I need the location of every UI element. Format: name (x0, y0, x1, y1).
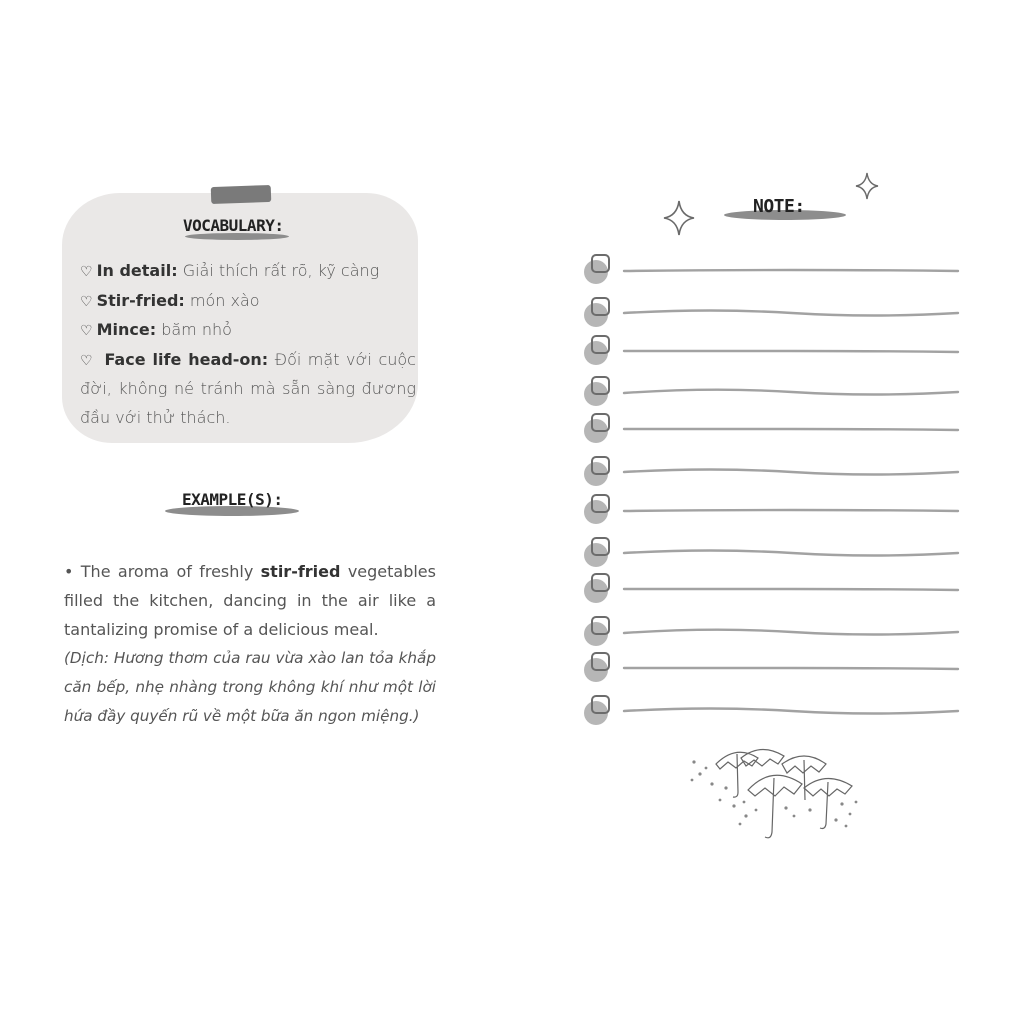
note-row (584, 494, 964, 524)
note-row (584, 537, 964, 567)
note-checkbox[interactable] (591, 616, 610, 635)
note-row (584, 413, 964, 443)
note-checkbox[interactable] (591, 537, 610, 556)
note-row (584, 695, 964, 725)
note-checkbox[interactable] (591, 695, 610, 714)
note-row (584, 616, 964, 646)
vocabulary-item: ♡ Face life head-on: Đối mặt với cuộc đời, không né tránh mà sẵn sàng đương đầu với thử thách. (80, 349, 416, 427)
note-row (584, 254, 964, 284)
note-line[interactable] (622, 502, 960, 518)
sparkle-icon (855, 172, 879, 200)
note-checkbox[interactable] (591, 456, 610, 475)
note-checkbox[interactable] (591, 652, 610, 671)
vocabulary-item: ♡ Stir-fried: món xào (80, 290, 260, 310)
example-block (64, 557, 436, 731)
note-checkbox[interactable] (591, 297, 610, 316)
note-line[interactable] (622, 581, 960, 597)
note-line[interactable] (622, 660, 960, 676)
note-line[interactable] (622, 305, 960, 321)
umbrellas-rain-illustration (686, 744, 866, 844)
note-line[interactable] (622, 421, 960, 437)
note-checkbox[interactable] (591, 376, 610, 395)
note-line[interactable] (622, 464, 960, 480)
vocabulary-title: VOCABULARY: (183, 216, 284, 235)
example-sentence: • The aroma of freshly stir-fried vegetables filled the kitchen, dancing in the air like a tantalizing promise of a delicious meal. (64, 562, 436, 639)
note-line[interactable] (622, 545, 960, 561)
examples-title: EXAMPLE(S): (182, 490, 283, 509)
note-checkbox[interactable] (591, 254, 610, 273)
example-translation: (Dịch: Hương thơm của rau vừa xào lan tỏa khắp căn bếp, nhẹ nhàng trong không khí như một lời hứa đầy quyến rũ về một bữa ăn ngon miệng.) (64, 649, 436, 725)
sparkle-icon (663, 200, 695, 236)
vocabulary-item: ♡ Mince: băm nhỏ (80, 320, 232, 339)
heart-icon: ♡ (80, 264, 93, 280)
note-row (584, 456, 964, 486)
note-row (584, 335, 964, 365)
note-line[interactable] (622, 384, 960, 400)
note-line[interactable] (622, 343, 960, 359)
note-line[interactable] (622, 624, 960, 640)
tape-decoration (211, 185, 272, 204)
note-row (584, 652, 964, 682)
note-row (584, 573, 964, 603)
note-line[interactable] (622, 262, 960, 278)
note-checkbox[interactable] (591, 494, 610, 513)
note-row (584, 297, 964, 327)
note-row (584, 376, 964, 406)
vocabulary-list (80, 257, 416, 432)
heart-icon: ♡ (80, 323, 93, 339)
note-checkbox[interactable] (591, 335, 610, 354)
note-checkbox[interactable] (591, 573, 610, 592)
note-title: NOTE: (753, 196, 805, 217)
note-line[interactable] (622, 703, 960, 719)
heart-icon: ♡ (80, 352, 94, 369)
heart-icon: ♡ (80, 293, 93, 310)
vocabulary-item: ♡ In detail: Giải thích rất rõ, kỹ càng (80, 261, 380, 280)
note-checkbox[interactable] (591, 413, 610, 432)
